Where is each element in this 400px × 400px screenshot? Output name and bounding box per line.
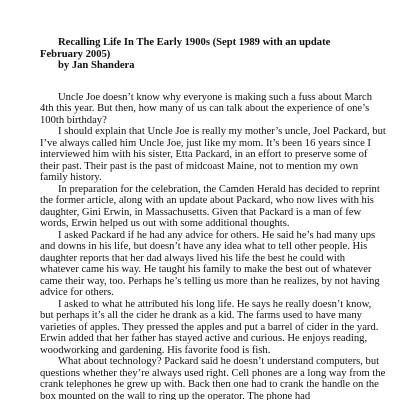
article-title-line-1: Recalling Life In The Early 1900s (Sept 1989 with an update (58, 37, 331, 48)
paragraph-4: I asked Packard if he had any advice for others. He said he’s had many ups and downs in his life, but doesn’t have any idea what to tell other people. His daughter reports that her dad always lived his life the best he could with whatever came his way. He taught his family to make the best out of whatever came their way, too. Perhaps he’s telling us more than he realizes, by not having advice for others. (40, 229, 380, 298)
paragraph-6: What about technology? Packard said he doesn’t understand computers, but questions whether they’re always used right. Cell phones are a long way from the crank telephones he grew up with. Back then one had to crank the handle on the box mounted on the wall to ring up the operator. The phone had (40, 356, 386, 400)
paragraph-2: I should explain that Uncle Joe is really my mother’s uncle, Joel Packard, but I’ve always called him Uncle Joe, just like my mom. It’s been 16 years since I interviewed him with his sister, Etta Packard, in an effort to preserve some of their past. Their past is the past of midcoast Maine, not to mention my own family history. (40, 126, 386, 183)
title-spacer (40, 72, 386, 92)
article-title-line-2: February 2005) (40, 48, 111, 60)
article (40, 37, 386, 400)
article-byline: by Jan Shandera (58, 60, 135, 71)
paragraph-5: I asked to what he attributed his long life. He says he really doesn’t know, but perhaps it’s all the cider he drank as a kid. The farms used to have many varieties of apples. They pressed the apples and put a barrel of cider in the yard. Erwin added that her father has stayed active and curious. He enjoys reading, woodworking and gardening. His favorite food is fish. (40, 298, 379, 356)
paragraph-1: Uncle Joe doesn’t know why everyone is making such a fuss about March 4th this year. But then, how many of us can talk about the experience of one’s 100th birthday? (40, 91, 373, 126)
paragraph-3: In preparation for the celebration, the Camden Herald has decided to reprint the former article, along with an update about Packard, who now lives with his daughter, Gini Erwin, in Massachusetts. Given that Packard is a man of few words, Erwin helped us out with some additional thoughts. (40, 183, 380, 229)
